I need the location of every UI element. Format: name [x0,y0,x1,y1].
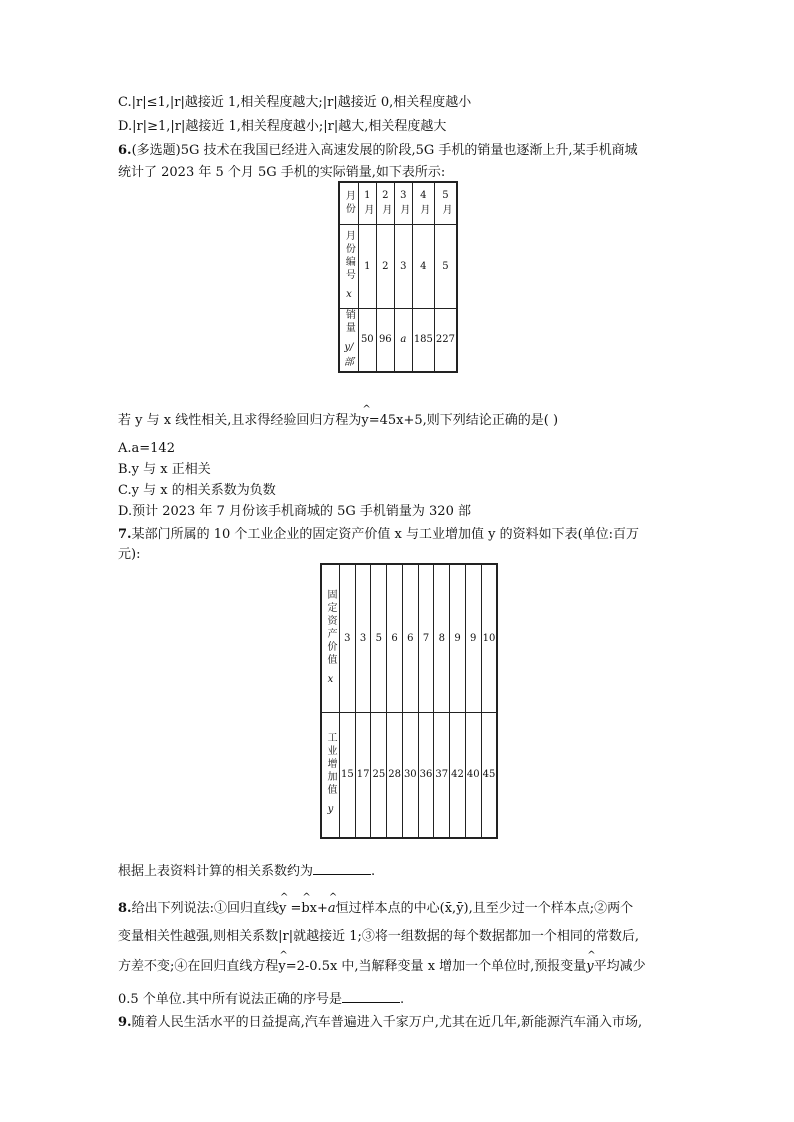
q7-cell: 45 [481,712,497,838]
q6-option-b: B.y 与 x 正相关 [118,462,211,477]
q7-cell: 28 [387,712,403,838]
q8-line1 [118,900,633,918]
q8-text-3a: 方差不变;④在回归直线方程 [118,959,279,974]
q6-line2: 统计了 2023 年 5 个月 5G 手机的实际销量,如下表所示: [118,165,446,180]
q8-line3 [118,958,646,976]
q8-text-1a: 给出下列说法:①回归直线 [131,901,279,916]
q7-cell: 40 [465,712,481,838]
q7-cell: 9 [465,564,481,712]
q7-text-3: 根据上表资料计算的相关系数约为 [118,864,314,879]
q7-row2-head [321,712,340,838]
q8-a-hat: ^ a [328,900,336,918]
option-d-q5: D.|r|≥1,|r|越接近 1,相关程度越小;|r|越大,相关程度越大 [118,119,447,134]
q7-row2-label: 工业增加值 [325,732,336,798]
q8-text-3c: 平均减少 [593,959,646,974]
q7-line3 [118,862,375,881]
q7-cell: 6 [402,564,418,712]
q8-period: . [399,992,405,1007]
q8-text-4: 0.5 个单位.其中所有说法正确的序号是 [118,992,342,1007]
q7-line2: 元): [118,547,141,562]
q6-text-1: (多选题)5G 技术在我国已经进入高速发展的阶段,5G 手机的销量也逐渐上升,某手机商城 [131,143,638,158]
q6-row2-head [339,224,358,308]
q8-line4 [118,990,404,1009]
q6-cell: 1月 [358,182,376,224]
q7-cell: 42 [450,712,466,838]
q7-cell: 3 [340,564,356,712]
q6-text-3b: ^ y=45x+5,则下列结论正确的是( ) [361,412,558,430]
q6-cell: 4月 [412,182,434,224]
q7-cell: 5 [371,564,387,712]
q7-row1-head [321,564,340,712]
q6-cell: 3月 [394,182,412,224]
q8-y-hat: ^ y = [279,900,301,918]
q6-cell: 2月 [376,182,394,224]
q7-cell: 10 [481,564,497,712]
q6-number: 6. [118,143,132,158]
q6-cell: 5月 [434,182,457,224]
answer-blank[interactable] [342,990,400,1003]
q9-line1 [118,1014,642,1032]
q8-number: 8. [118,901,132,916]
q7-row1-var: x [327,674,334,686]
q6-table [338,181,458,373]
q8-line2: 变量相关性越强,则相关系数|r|就越接近 1;③将一组数据的每个数据都加一个相同的常数后, [118,929,640,944]
q6-cell: 96 [376,308,394,372]
q6-row3-label: 销量 [343,309,355,336]
q7-cell: 37 [434,712,450,838]
q7-cell: 7 [418,564,434,712]
q7-cell: 8 [434,564,450,712]
q9-number: 9. [118,1015,132,1030]
q8-y-hat-2: ^ y [586,958,593,976]
q6-cell: 2 [376,224,394,308]
q6-option-a: A.a=142 [118,441,175,456]
q6-option-c: C.y 与 x 的相关系数为负数 [118,483,276,498]
q6-row3-var: y/部 [343,342,354,369]
q7-cell: 9 [450,564,466,712]
q7-table [320,563,498,839]
q6-cell: a [394,308,412,372]
q8-b-hat: ^ bx+ [301,900,328,918]
q7-cell: 15 [340,712,356,838]
q6-text-3a: 若 y 与 x 线性相关,且求得经验回归方程为 [118,413,362,428]
q6-row3-head [339,308,358,372]
answer-blank[interactable] [313,862,371,875]
q6-line1 [118,142,638,160]
q7-cell: 3 [355,564,371,712]
q8-text-1b: 恒过样本点的中心(x̄,ȳ),且至少过一个样本点;②两个 [335,901,634,916]
q7-cell: 25 [371,712,387,838]
q6-cell: 185 [412,308,434,372]
q7-text-1: 某部门所属的 10 个工业企业的固定资产价值 x 与工业增加值 y 的资料如下表(单位:百万 [131,527,640,542]
q7-cell: 36 [418,712,434,838]
q6-cell: 50 [358,308,376,372]
q6-line3 [118,412,558,430]
q6-cell: 3 [394,224,412,308]
q6-cell: 5 [434,224,457,308]
q7-line1 [118,526,639,544]
q6-row2-var: x [346,289,352,300]
q6-cell: 4 [412,224,434,308]
q7-cell: 6 [387,564,403,712]
q7-period: . [371,864,376,879]
q6-option-d: D.预计 2023 年 7 月份该手机商城的 5G 手机销量为 320 部 [118,504,471,519]
q7-row2-var: y [327,804,334,816]
option-c-q5: C.|r|≤1,|r|越接近 1,相关程度越大;|r|越接近 0,相关程度越小 [118,95,472,110]
q7-cell: 30 [402,712,418,838]
q7-cell: 17 [355,712,371,838]
q7-number: 7. [118,527,132,542]
q7-row1-label: 固定资产价值 [325,589,336,668]
q6-row2-label: 月份编号 [343,230,355,282]
q9-text-1: 随着人民生活水平的日益提高,汽车普遍进入千家万户,尤其在近几年,新能源汽车涌入市场, [131,1015,643,1030]
q6-cell: 1 [358,224,376,308]
q6-cell: 227 [434,308,457,372]
q8-text-3b: ^ y=2-0.5x 中,当解释变量 x 增加一个单位时,预报变量 [278,958,586,976]
q6-cell-head: 月份 [339,182,358,224]
